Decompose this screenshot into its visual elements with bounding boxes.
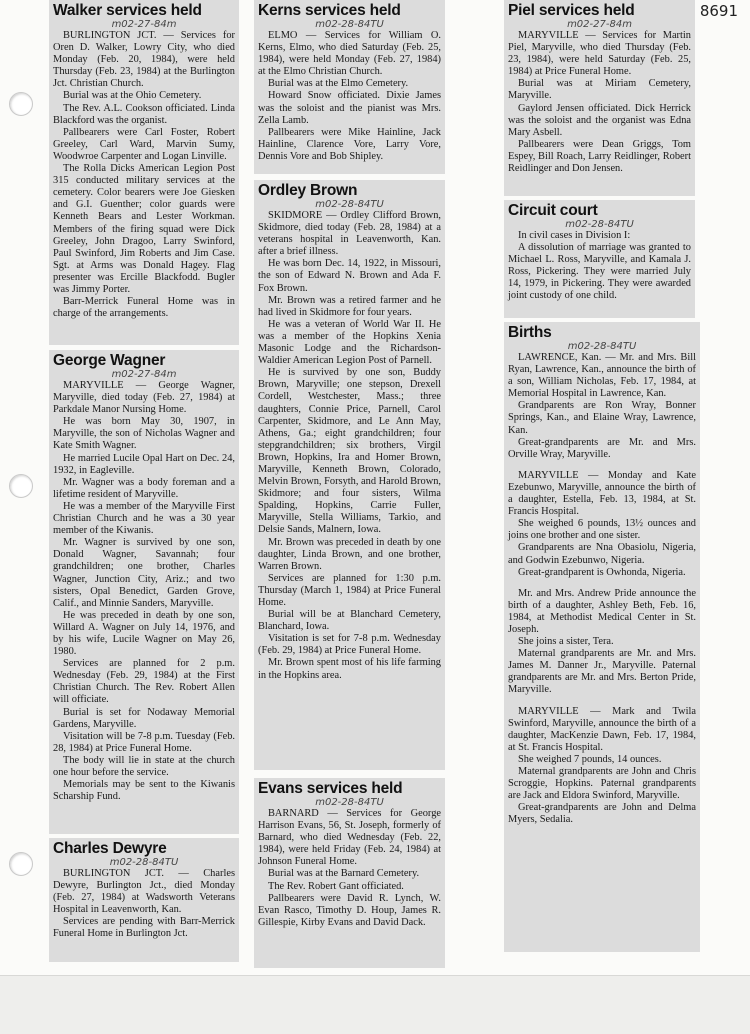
clipping-title: Evans services held (258, 780, 403, 797)
clipping-paragraph: Visitation will be 7-8 p.m. Tuesday (Feb. 28, 1984) at Price Funeral Home. (53, 730, 235, 754)
clipping-paragraph: MARYVILLE — Mark and Twila Swinford, Maryville, announce the birth of a daughter, MacKenzie Dawn, Feb. 17, 1984, at St. Francis Hospital. (508, 705, 696, 753)
clipping-paragraph: BARNARD — Services for George Harrison Evans, 56, St. Joseph, formerly of Barnard, who died Wednesday (Feb. 22, 1984), were held Friday (Feb. 24, 1984) at Johnson Funeral Home. (258, 808, 441, 868)
clipping-title: Circuit court (508, 202, 598, 219)
clipping-paragraph: Mr. Wagner is survived by one son, Donald Wagner, Savannah; four grandchildren; one brother, Charles Wagner, Junction City, Ariz.; and two sisters, Opal Benedict, Garden Grove, Calif., and Minnie Sanders, Maryville. (53, 537, 235, 609)
clipping-paragraph: He married Lucile Opal Hart on Dec. 24, 1932, in Eagleville. (53, 452, 235, 476)
date-stamp: m02-28-84TU (315, 797, 384, 808)
binder-hole (9, 474, 33, 498)
clipping-paragraph: Barr-Merrick Funeral Home was in charge of the arrangements. (53, 296, 235, 320)
clipping-paragraph: He was preceded in death by one son, Willard A. Wagner on July 14, 1976, and by his wife, Lucile Wagner on May 26, 1980. (53, 609, 235, 658)
clipping-paragraph: The Rev. A.L. Cookson officiated. Linda Blackford was the organist. (53, 102, 235, 126)
binder-hole (9, 92, 33, 116)
clipping-paragraph: SKIDMORE — Ordley Clifford Brown, Skidmore, died today (Feb. 28, 1984) at a veterans hospital in Leavenworth, Kan. after a brief illness. (258, 210, 441, 258)
date-stamp: m02-28-84TU (567, 341, 637, 352)
clipping-paragraph: Burial was at the Elmo Cemetery. (268, 78, 409, 90)
binder-hole (9, 852, 33, 876)
clipping-paragraph: BURLINGTON JCT. — Charles Dewyre, Burlington Jct., died Monday (Feb. 27, 1984) at Wadsworth Veterans Hospital in Leavenworth, Kan. (53, 868, 235, 916)
clipping-paragraph: Great-grandparent is Owhonda, Nigeria. (518, 566, 686, 578)
clipping-paragraph: Grandparents are Ron Wray, Bonner Springs, Kan., and Elaine Wray, Lawrence, Kan. (508, 400, 696, 436)
clipping-paragraph: MARYVILLE — Monday and Kate Ezebunwo, Maryville, announce the birth of a daughter, Estella, Feb. 13, 1984, at St. Francis Hospital. (508, 469, 696, 518)
clipping-paragraph: Pallbearers were Mike Hainline, Jack Hainline, Clarence Vore, Larry Vore, Dennis Vore and Bob Shipley. (258, 126, 441, 162)
clipping-births (504, 322, 700, 952)
clipping-paragraph: Mr. Wagner was a body foreman and a lifetime resident of Maryville. (53, 476, 235, 500)
clipping-paragraph: In civil cases in Division I: (518, 230, 631, 241)
clipping-paragraph: BURLINGTON JCT. — Services for Oren D. Walker, Lowry City, who died Monday (Feb. 20, 1984), were held Thursday (Feb. 23, 1984) at the Burlington Jct. Christian Church. (53, 30, 235, 90)
clipping-paragraph: ELMO — Services for William O. Kerns, Elmo, who died Saturday (Feb. 25, 1984), were held Monday (Feb. 27, 1984) at the Elmo Christian Church. (258, 30, 441, 78)
date-stamp: m02-28-84TU (109, 857, 179, 868)
clipping-paragraph: He was born May 30, 1907, in Maryville, the son of Nicholas Wagner and Kate Smith Wagner. (53, 416, 235, 452)
clipping-paragraph: The Rolla Dicks American Legion Post 315 conducted military services at the cemetery. Color bearers were Joe Giesken and G.I. Guenther; color guards were Kenneth Bears and Lester Workman. Members of the firing squad were Dick Greeley, John Dragoo, Larry Swinford, Paul Swinford, Jim Roberts and Jim Case. Sgt. at Arms was Donald Hagey. Flag presenter was Ercille Blackfodd. Bugler was Jimmy Porter. (53, 163, 235, 295)
clipping-paragraph: MARYVILLE — George Wagner, Maryville, died today (Feb. 27, 1984) at Parkdale Manor Nursing Home. (53, 380, 235, 416)
clipping-kerns (254, 0, 445, 174)
clipping-circuit-court (504, 200, 695, 318)
clipping-paragraph: Burial was at Miriam Cemetery, Maryville. (508, 78, 691, 102)
clipping-paragraph: She joins a sister, Tera. (518, 636, 614, 648)
clipping-evans (254, 778, 445, 968)
clipping-piel (504, 0, 695, 196)
clipping-title: Charles Dewyre (53, 840, 167, 857)
date-stamp: m02-28-84TU (315, 19, 384, 30)
clipping-paragraph: Memorials may be sent to the Kiwanis Scharship Fund. (53, 779, 235, 803)
clipping-paragraph: MARYVILLE — Services for Martin Piel, Maryville, who died Thursday (Feb. 23, 1984), were held Saturday (Feb. 25, 1984) at Price Funeral Home. (508, 30, 691, 78)
clipping-paragraph: He was a member of the Maryville First Christian Church and he was a 30 year member of the Kiwanis. (53, 500, 235, 537)
clipping-paragraph: Maternal grandparents are John and Chris Scroggie, Hopkins. Paternal grandparents are Jack and Eldora Swinford, Maryville. (508, 766, 696, 802)
clipping-paragraph: Burial will be at Blanchard Cemetery, Blanchard, Iowa. (258, 609, 441, 633)
clipping-wagner (49, 350, 239, 834)
clipping-paragraph: Visitation is set for 7-8 p.m. Wednesday (Feb. 29, 1984) at Price Funeral Home. (258, 633, 441, 657)
date-stamp: m02-28-84TU (315, 199, 384, 210)
clipping-paragraph: Mr. and Mrs. Andrew Pride announce the birth of a daughter, Ashley Beth, Feb. 16, 1984, at Methodist Medical Center in St. Joseph. (508, 587, 696, 635)
clipping-title: Births (508, 324, 552, 341)
clipping-paragraph: Grandparents are Nna Obasiolu, Nigeria, and Godwin Ezebunwo, Nigeria. (508, 542, 696, 566)
clipping-paragraph: Great-grandparents are Mr. and Mrs. Orville Wray, Maryville. (508, 436, 696, 460)
clipping-paragraph: The Rev. Robert Gant officiated. (268, 880, 404, 892)
clipping-paragraph: Pallbearers were David R. Lynch, W. Evan Rasco, Timothy D. Houp, James R. Gillespie, Kirby Evans and David Dack. (258, 892, 441, 928)
date-stamp: m02-28-84TU (565, 219, 634, 230)
clipping-paragraph: Services are pending with Barr-Merrick Funeral Home in Burlington Jct. (53, 916, 235, 940)
clipping-paragraph: The body will lie in state at the church one hour before the service. (53, 754, 235, 778)
clipping-paragraph: Burial is set for Nodaway Memorial Gardens, Maryville. (53, 706, 235, 730)
clipping-paragraph: Services are planned for 2 p.m. Wednesday (Feb. 29, 1984) at the First Christian Church. The Rev. Robert Allen will officiate. (53, 658, 235, 706)
clipping-paragraph: Gaylord Jensen officiated. Dick Herrick was the soloist and the organist was Edna Mary Asbell. (508, 102, 691, 138)
page-bottom-margin (0, 975, 750, 1034)
clipping-paragraph: He is survived by one son, Buddy Brown, Maryville; one stepson, Drexell Cordell, Westchester, Mass.; three daughters, Connie Price, Parnell, Carol Carpenter, Skidmore, and Le Ann May, Athens, Ga.; eight grandchildren; four stepgrandchildren; six brothers, Virgil Brown, Hopkins, Ira and Homer Brown, Maryville, Kenneth Brown, Colorado, Melvin Brown, Forsyth, and Harold Brown, Skidmore; and four sisters, Wilma Spalding, Hopkins, Carrie Fuller, Maryville, Stella Williams, Tarkio, and Delsie Sands, Malnern, Iowa. (258, 367, 441, 536)
clipping-paragraph: Mr. Brown spent most of his life farming in the Hopkins area. (258, 657, 441, 681)
clipping-paragraph: Pallbearers were Carl Foster, Robert Greeley, Carl Ward, Marvin Sumy, Woodwroe Carpenter and Logan Linville. (53, 126, 235, 162)
clipping-title: George Wagner (53, 352, 166, 369)
paragraph-spacer (508, 697, 696, 706)
date-stamp: m02-27-84m (111, 19, 177, 30)
page-number: 8691 (699, 2, 738, 20)
clipping-paragraph: She weighed 7 pounds, 14 ounces. (518, 753, 662, 765)
clipping-title: Walker services held (53, 2, 202, 19)
clipping-paragraph: Services are planned for 1:30 p.m. Thursday (March 1, 1984) at Price Funeral Home. (258, 572, 441, 608)
clipping-paragraph: Howard Snow officiated. Dixie James was the soloist and the pianist was Mrs. Zella Lamb. (258, 90, 441, 126)
clipping-dewyre (49, 838, 239, 962)
clipping-paragraph: He was born Dec. 14, 1922, in Missouri, the son of Edward N. Brown and Ada F. Fox Brown. (258, 258, 441, 294)
clipping-walker (49, 0, 239, 345)
clipping-paragraph: A dissolution of marriage was granted to Michael L. Ross, Maryville, and Kamala J. Ross, Pickering. They were married July 14, 1979, in Pickering. They were awarded joint custody of one child. (508, 242, 691, 302)
clipping-title: Ordley Brown (258, 182, 358, 199)
clipping-paragraph: LAWRENCE, Kan. — Mr. and Mrs. Bill Ryan, Lawrence, Kan., announce the birth of a son, William Nicholas, Feb. 17, 1984, at Memorial Hospital in Lawrence, Kan. (508, 352, 696, 400)
clipping-paragraph: Pallbearers were Dean Griggs, Tom Espey, Bill Roach, Larry Reidlinger, Robert Reidlinger and Don Jensen. (508, 138, 691, 175)
clipping-paragraph: Mr. Brown was preceded in death by one daughter, Linda Brown, and one brother, Warren Brown. (258, 536, 441, 572)
clipping-paragraph: Burial was at the Barnard Cemetery. (268, 868, 420, 880)
clipping-paragraph: Burial was at the Ohio Cemetery. (63, 90, 202, 102)
date-stamp: m02-27-84m (111, 369, 177, 380)
clipping-title: Piel services held (508, 2, 635, 19)
clipping-paragraph: Mr. Brown was a retired farmer and he had lived in Skidmore for four years. (258, 294, 441, 318)
clipping-paragraph: Great-grandparents are John and Delma Myers, Sedalia. (508, 802, 696, 826)
clipping-brown (254, 180, 445, 770)
paragraph-spacer (508, 461, 696, 470)
clipping-paragraph: Maternal grandparents are Mr. and Mrs. James M. Danner Jr., Maryville. Paternal grandparents are Mr. and Mrs. Berton Pride, Maryville. (508, 648, 696, 696)
clipping-paragraph: He was a veteran of World War II. He was a member of the Hopkins Xenia Masonic Lodge and the Richardson-Waldier American Legion Post of Parnell. (258, 318, 441, 367)
clipping-title: Kerns services held (258, 2, 401, 19)
clipping-paragraph: She weighed 6 pounds, 13½ ounces and joins one brother and one sister. (508, 518, 696, 542)
date-stamp: m02-27-84m (567, 19, 632, 30)
paragraph-spacer (508, 579, 696, 588)
